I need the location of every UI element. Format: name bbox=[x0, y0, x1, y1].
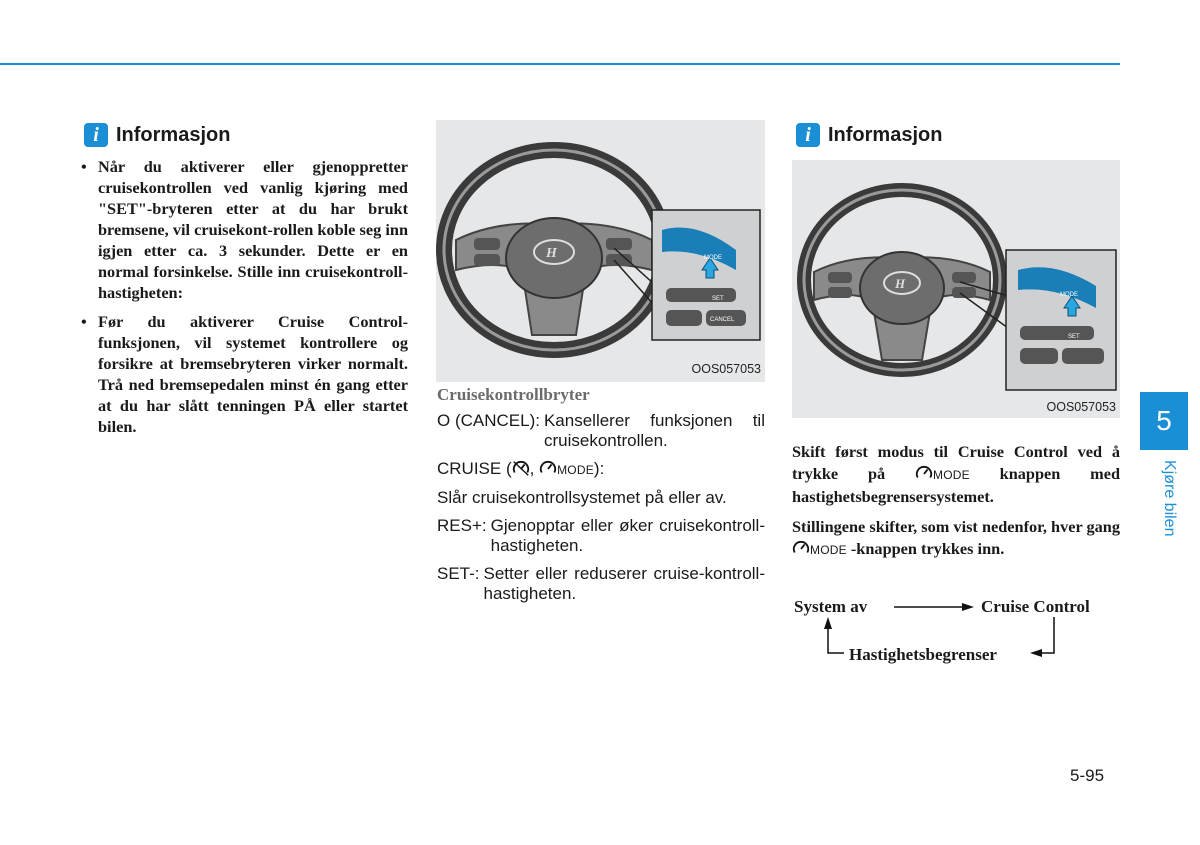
cruise-gauge-icon bbox=[512, 459, 530, 477]
flow-system-off: System av bbox=[794, 597, 868, 616]
info-title: Informasjon bbox=[116, 123, 231, 146]
mode-cycle-diagram bbox=[792, 593, 1122, 673]
right-body-text bbox=[792, 441, 1120, 569]
left-info-heading bbox=[84, 123, 230, 147]
figure-code: OOS057053 bbox=[691, 362, 761, 376]
info-bullet: • Når du aktiverer eller gjenoppretter cruisekontrollen ved vanlig kjøring med "SET"-bryteren etter at du har brukt bremsene, vil cruisekont-rollen koble seg inn igjen etter ca. 3 sekunder. Dette er en normal forsinkelse. Stille inn cruisekontroll-hastigheten: bbox=[80, 156, 408, 303]
cruise-gauge-icon bbox=[915, 464, 933, 482]
steering-wheel-illustration bbox=[436, 120, 765, 382]
inset-mode-label: MODE bbox=[1060, 292, 1078, 298]
steering-wheel-figure bbox=[436, 120, 765, 382]
definition-term: RES+: bbox=[437, 516, 487, 535]
svg-text:H: H bbox=[546, 246, 557, 261]
cruise-gauge-icon bbox=[539, 459, 557, 477]
inset-mode-label: MODE bbox=[704, 255, 722, 261]
header-rule bbox=[0, 63, 1120, 65]
inset-set-label: SET bbox=[712, 296, 724, 302]
set-definition bbox=[437, 564, 765, 604]
mode-cycle-paragraph: Stillingene skifter, som vist nedenfor, hver gang MODE -knappen trykkes inn. bbox=[792, 517, 1120, 558]
definition-desc: Setter eller reduserer cruise-kontroll- hastigheten. bbox=[483, 564, 765, 603]
info-icon: i bbox=[84, 123, 108, 147]
definition-term: SET-: bbox=[437, 564, 480, 583]
flow-cruise-control: Cruise Control bbox=[981, 597, 1090, 616]
figure-code: OOS057053 bbox=[1046, 400, 1116, 414]
definition-desc: Kansellerer funksjonen til cruisekontrollen. bbox=[543, 411, 765, 450]
info-title: Informasjon bbox=[828, 123, 943, 146]
inset-set-label: SET bbox=[1068, 334, 1080, 340]
right-info-heading bbox=[796, 123, 942, 147]
chapter-label: Kjøre bilen bbox=[1161, 460, 1178, 537]
left-info-body bbox=[80, 156, 408, 445]
flow-speed-limiter: Hastighetsbegrenser bbox=[849, 645, 997, 664]
definition-desc: Gjenopptar eller øker cruisekontroll- hastigheten. bbox=[490, 516, 765, 555]
cruise-definition-term: CRUISE ( , MODE): bbox=[437, 459, 605, 478]
switch-description bbox=[437, 385, 765, 612]
cancel-definition bbox=[437, 411, 765, 451]
steering-wheel-figure bbox=[792, 160, 1120, 418]
cruise-gauge-icon bbox=[792, 539, 810, 557]
chapter-tab: 5 bbox=[1140, 392, 1188, 450]
definition-term: O (CANCEL): bbox=[437, 411, 540, 430]
mode-instruction-paragraph: Skift først modus til Cruise Control ved å trykke på MODE knappen med hastighetsbegrensersystemet. bbox=[792, 442, 1120, 506]
steering-wheel-illustration bbox=[792, 160, 1120, 418]
section-subtitle: Cruisekontrollbryter bbox=[437, 385, 590, 404]
inset-cancel-label: CANCEL bbox=[710, 317, 735, 323]
svg-text:H: H bbox=[895, 276, 906, 291]
info-icon: i bbox=[796, 123, 820, 147]
cruise-definition-desc: Slår cruisekontrollsystemet på eller av. bbox=[437, 488, 727, 507]
res-definition bbox=[437, 516, 765, 556]
flow-arrows bbox=[792, 593, 1122, 673]
page-number: 5-95 bbox=[1070, 766, 1105, 785]
info-bullet: • Før du aktiverer Cruise Control-funksjonen, vil systemet kontrollere og forsikre at bremsebryteren virker normalt. Trå ned bremsepedalen minst én gang etter at du har slått tenningen PÅ eller startet bilen. bbox=[80, 311, 408, 437]
